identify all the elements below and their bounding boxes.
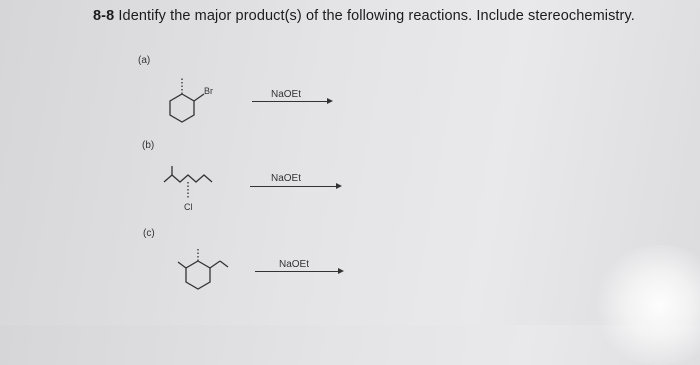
molecule-b-alkyl-chloride (160, 160, 240, 220)
reaction-arrow-a (252, 101, 329, 102)
atom-br: Br (204, 86, 213, 96)
reaction-arrow-c (255, 271, 340, 272)
cyclohexane-ring (170, 94, 194, 122)
atom-cl: Cl (184, 202, 193, 212)
question-number: 8-8 (93, 8, 115, 24)
question-text: Identify the major product(s) of the following reactions. Include stereochemistry. (118, 8, 635, 24)
part-label-c: (c) (143, 228, 155, 239)
methyl-bond (178, 262, 186, 268)
light-glare (590, 245, 700, 365)
molecule-c-substituted-cyclohexane (170, 245, 250, 305)
reagent-a: NaOEt (271, 89, 302, 100)
part-label-a: (a) (138, 55, 151, 66)
reaction-arrow-b (250, 186, 338, 187)
bond (194, 94, 204, 101)
carbon-chain (164, 175, 212, 182)
chain-bond (220, 261, 228, 267)
part-label-b: (b) (142, 140, 155, 151)
molecule-a-bromocyclohexane (160, 70, 250, 135)
reagent-c: NaOEt (279, 259, 310, 270)
chain-bond (210, 261, 220, 268)
cyclohexane-ring (186, 261, 210, 289)
reagent-b: NaOEt (271, 173, 302, 184)
question-heading (93, 8, 635, 24)
